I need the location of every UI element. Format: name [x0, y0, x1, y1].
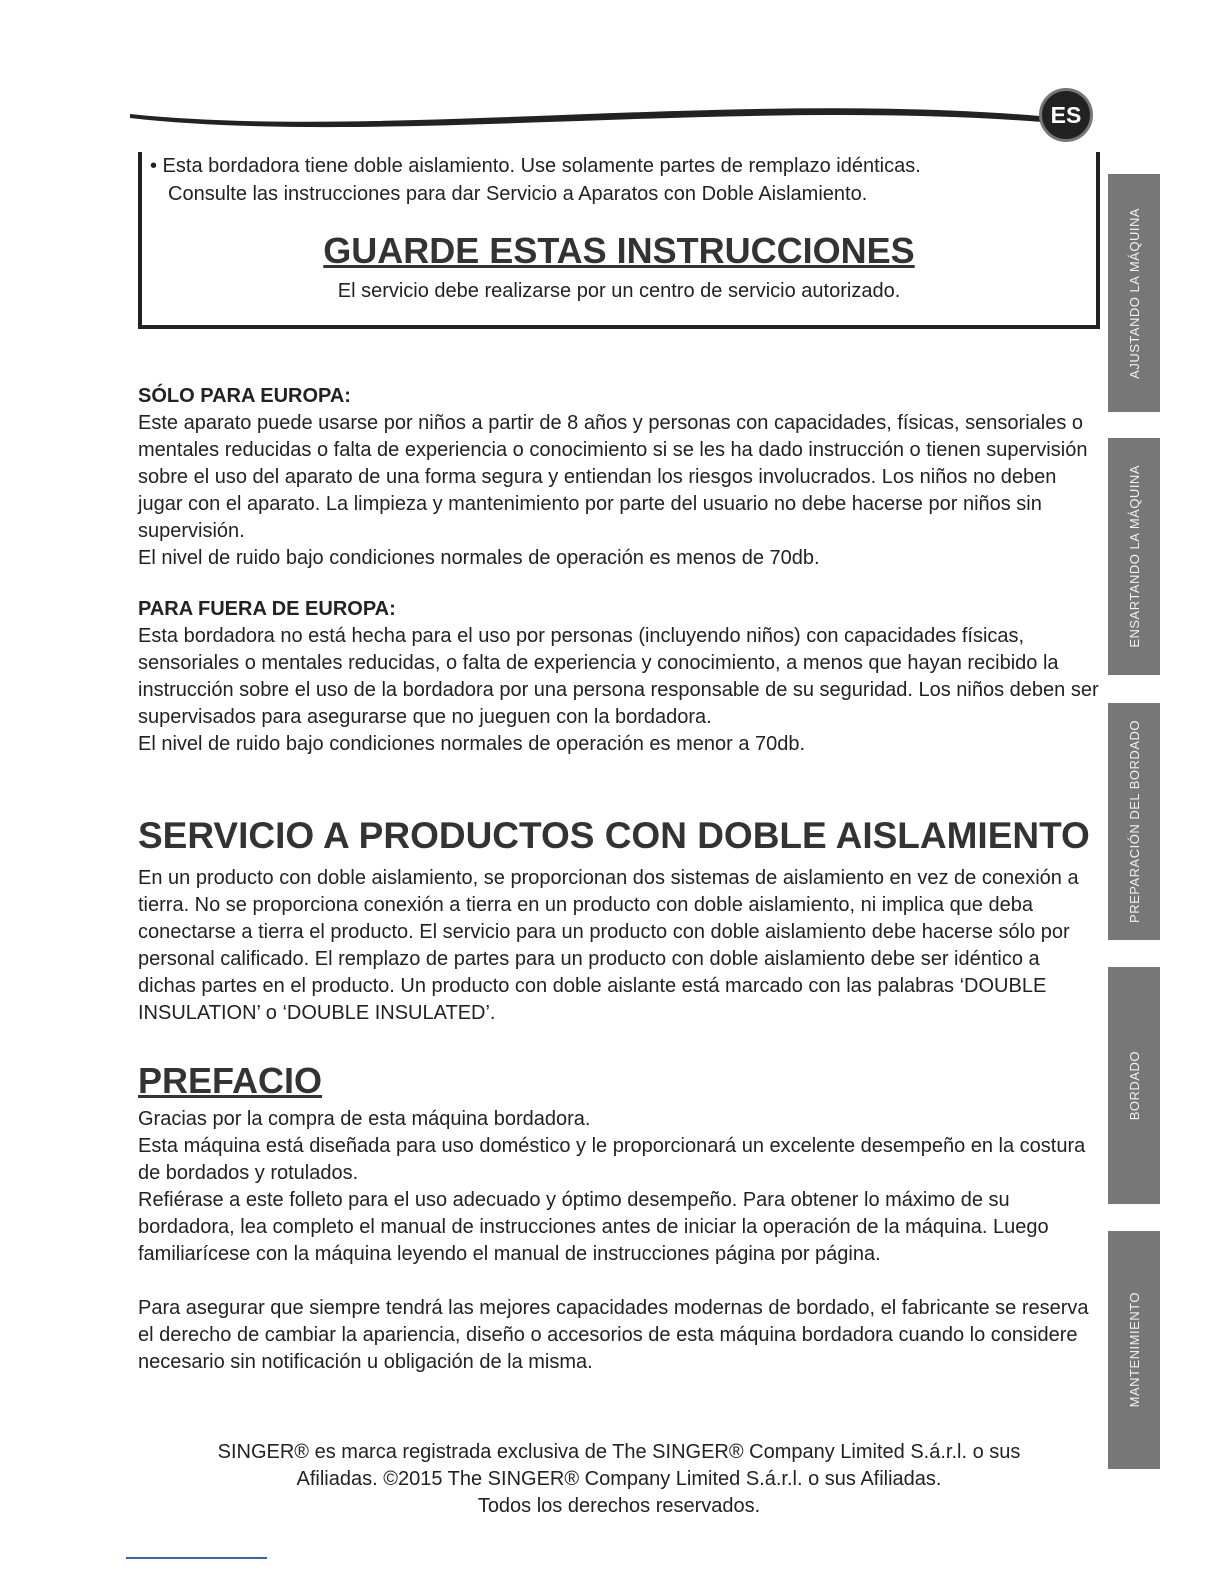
outside-europe-label: PARA FUERA DE EUROPA:	[138, 598, 396, 620]
prefacio-line4: Para asegurar que siempre tendrá las mejores capacidades modernas de bordado, el fabricante se reserva el derecho de cambiar la apariencia, diseño o accesorios de esta máquina bordadora cuando lo considere necesario sin notificación u obligación de la misma.	[138, 1297, 1089, 1373]
tab-ajustando-la-maquina[interactable]	[1108, 174, 1160, 412]
tab-label: ENSARTANDO LA MÁQUINA	[1126, 465, 1142, 648]
warning-bullet-line2: Consulte las instrucciones para dar Servicio a Aparatos con Doble Aislamiento.	[168, 183, 868, 205]
double-insulation-text: En un producto con doble aislamiento, se proporcionan dos sistemas de aislamiento en vez de conexión a tierra. No se proporciona conexión a tierra en un producto con doble aislamiento, ni implica que deba conectarse a tierra el producto. El servicio para un producto con doble aislamiento debe hacerse sólo por personal calificado. El remplazo de partes para un producto con doble aislamiento debe ser idéntico a dichas partes en el producto. Un producto con doble aislante está marcado con las palabras ‘DOUBLE INSULATION’ o ‘DOUBLE INSULATED’.	[138, 867, 1079, 1024]
prefacio-section	[138, 1106, 1100, 1376]
footer-line2: Afiliadas. ©2015 The SINGER® Company Limited S.á.r.l. o sus Afiliadas.	[296, 1468, 942, 1490]
tab-mantenimiento[interactable]	[1108, 1231, 1160, 1469]
prefacio-line2: Esta máquina está diseñada para uso doméstico y le proporcionará un excelente desempeño en la costura de bordados y rotulados.	[138, 1135, 1086, 1184]
save-instructions-heading: GUARDE ESTAS INSTRUCCIONES	[323, 230, 915, 271]
europe-label: SÓLO PARA EUROPA:	[138, 385, 351, 407]
outside-europe-section	[138, 596, 1100, 758]
footer-line1: SINGER® es marca registrada exclusiva de The SINGER® Company Limited S.á.r.l. o sus	[217, 1441, 1021, 1463]
europe-text: Este aparato puede usarse por niños a partir de 8 años y personas con capacidades, físicas, sensoriales o mentales reducidas o falta de experiencia o conocimiento si se les ha dado instrucción o tienen supervisión sobre el uso del aparato de una forma segura y entiendan los riesgos involucrados. Los niños no deben jugar con el aparato. La limpieza y mantenimiento por parte del usuario no debe hacerse por niños sin supervisión.	[138, 412, 1088, 542]
footer-line3: Todos los derechos reservados.	[477, 1495, 761, 1517]
tab-label: MANTENIMIENTO	[1126, 1292, 1142, 1408]
tab-label: AJUSTANDO LA MÁQUINA	[1126, 207, 1142, 379]
header-swoosh	[130, 80, 1100, 150]
prefacio-line3: Refiérase a este folleto para el uso adecuado y óptimo desempeño. Para obtener lo máximo de su bordadora, lea completo el manual de instrucciones antes de iniciar la operación de la máquina. Luego familiarícese con la máquina leyendo el manual de instrucciones página por página.	[138, 1189, 1049, 1265]
prefacio-line1: Gracias por la compra de esta máquina bordadora.	[138, 1108, 591, 1130]
outside-europe-noise: El nivel de ruido bajo condiciones normales de operación es menor a 70db.	[138, 733, 806, 755]
europe-noise: El nivel de ruido bajo condiciones normales de operación es menos de 70db.	[138, 547, 820, 569]
warning-bullet	[150, 152, 1050, 208]
warning-bullet-line1: • Esta bordadora tiene doble aislamiento. Use solamente partes de remplazo idénticas.	[150, 155, 921, 177]
double-insulation-section	[138, 865, 1100, 1027]
tab-ensartando-la-maquina[interactable]	[1108, 438, 1160, 675]
europe-section	[138, 383, 1100, 572]
bottom-divider	[126, 1557, 267, 1559]
double-insulation-heading: SERVICIO A PRODUCTOS CON DOBLE AISLAMIENTO	[138, 815, 1090, 856]
tab-preparacion-del-bordado[interactable]	[1108, 703, 1160, 940]
language-badge: ES	[1039, 88, 1093, 142]
prefacio-heading: PREFACIO	[138, 1060, 323, 1101]
outside-europe-text: Esta bordadora no está hecha para el uso por personas (incluyendo niños) con capacidades físicas, sensoriales o mentales reducidas, o falta de experiencia y conocimiento, a menos que hayan recibido la instrucción sobre el uso de la bordadora por una persona responsable de su seguridad. Los niños deben ser supervisados para asegurarse que no jueguen con la bordadora.	[138, 625, 1099, 728]
warning-box	[138, 152, 1100, 329]
copyright-footer	[138, 1439, 1100, 1520]
tab-label: BORDADO	[1126, 1050, 1142, 1121]
service-note: El servicio debe realizarse por un centro de servicio autorizado.	[337, 280, 901, 302]
tab-bordado[interactable]	[1108, 967, 1160, 1204]
tab-label: PREPARACIÓN DEL BORDADO	[1126, 720, 1142, 923]
